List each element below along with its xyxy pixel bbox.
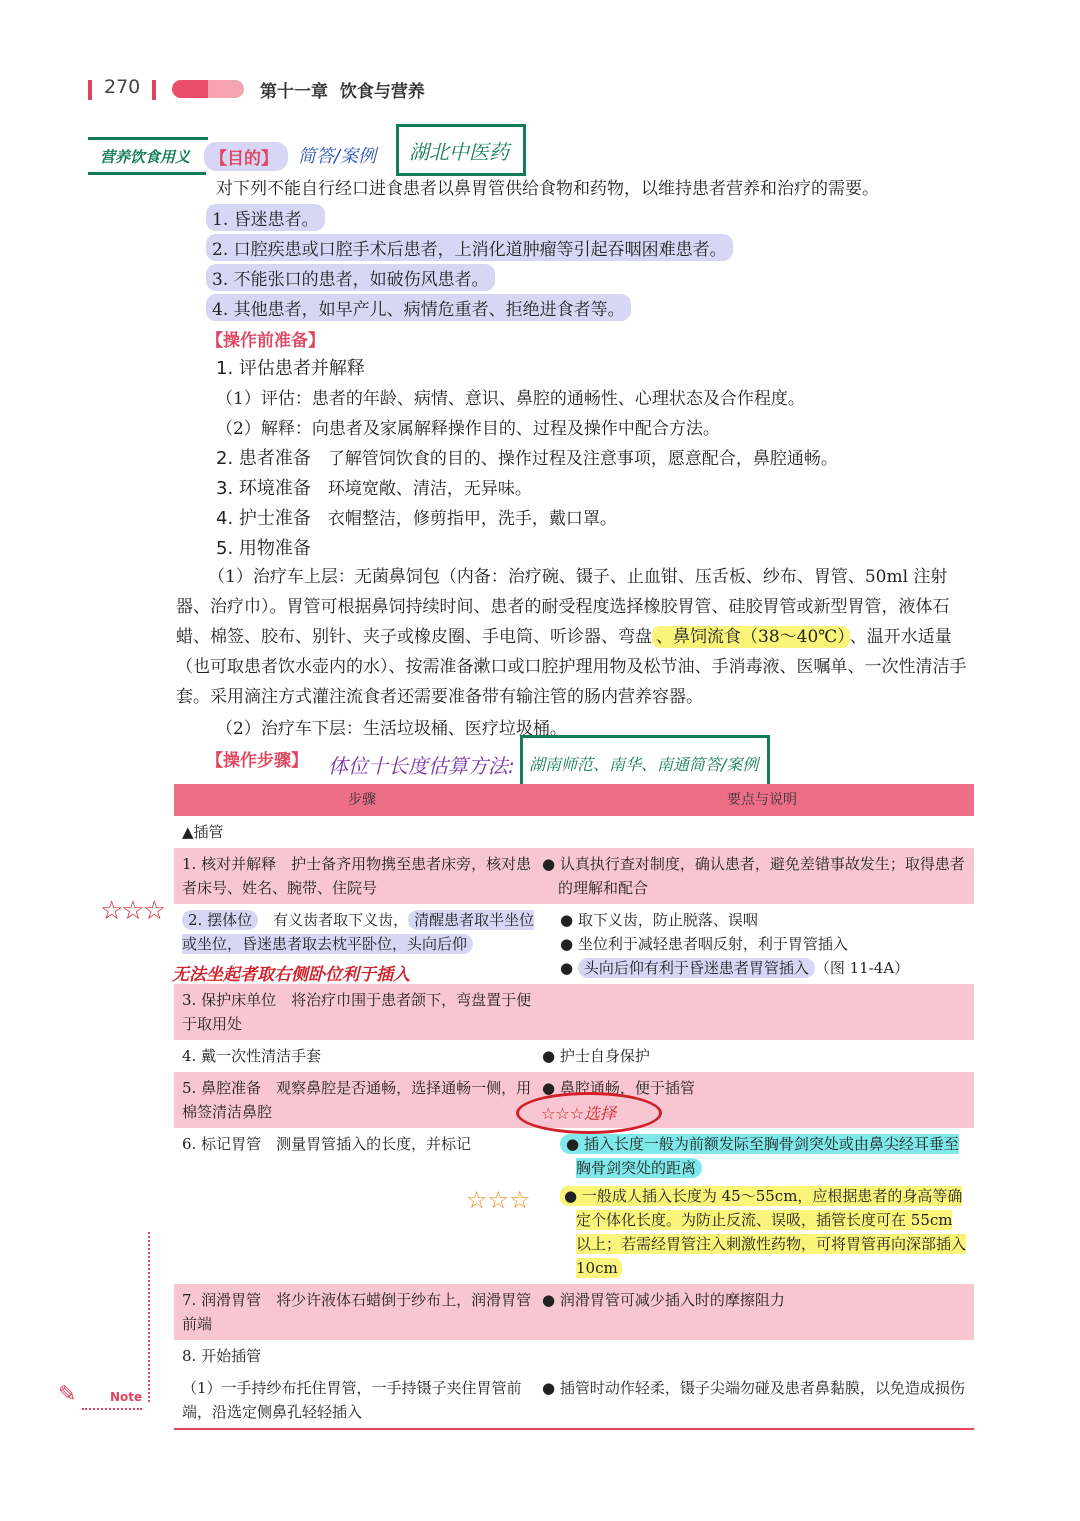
step-4: 4. 戴一次性清洁手套 [174, 1040, 550, 1072]
annotation-red-stars-left: ☆☆☆ [100, 896, 164, 926]
prep-s1-b: （2）解释：向患者及家属解释操作目的、过程及操作中配合方法。 [216, 419, 720, 439]
note-marker [58, 1384, 148, 1414]
highlight-nasal-feed: 、鼻饲流食（38～40℃） [652, 626, 850, 648]
prep-s5-title: 5. 用物准备 [216, 538, 311, 559]
prep-s1-title: 1. 评估患者并解释 [216, 358, 365, 379]
table-row [174, 1284, 974, 1340]
annotation-green-box-top: 湖北中医药 [396, 124, 526, 176]
steps-title: 【操作步骤】 [206, 751, 308, 771]
prep-s3 [216, 474, 532, 500]
table-row [174, 816, 974, 848]
annotation-green-box-steps: 湖南师范、南华、南通简答/案例 [520, 735, 770, 795]
step-1: 1. 核对并解释 护士备齐用物携至患者床旁，核对患者床号、姓名、腕带、住院号 [174, 848, 550, 904]
prep-s2 [216, 444, 838, 470]
purpose-item-2: 2. 口腔疾患或口腔手术后患者，上消化道肿瘤等引起吞咽困难患者。 [206, 234, 733, 261]
prep-s5-p1: （1）治疗车上层：无菌鼻饲包（内备：治疗碗、镊子、止血钳、压舌板、纱布、胃管、50ml 注射器、治疗巾）。胃管可根据鼻饲持续时间、患者的耐受程度选择橡胶胃管、硅胶胃管或新型胃管，液体石蜡、棉签、胶布、别针、夹子或橡皮圈、手电筒、听诊器、弯盘 、鼻饲流食（38～40℃） 、温开水适量（也可取患者饮水壶内的水）、按需准备漱口或口腔护理用物及松节油、手消毒液、医嘱单、一次性清洁手套。采用滴注方式灌注流食者还需要准备带有输注管的肠内营养容器。 [176, 567, 967, 707]
step-8-1-note: ● 插管时动作轻柔，镊子尖端勿碰及患者鼻黏膜，以免造成损伤 [550, 1372, 974, 1429]
step-3: 3. 保护床单位 将治疗巾围于患者颌下，弯盘置于便于取用处 [174, 984, 550, 1040]
prep-title: 【操作前准备】 [206, 331, 325, 351]
step-3-note [550, 984, 974, 1040]
table-row [174, 1372, 974, 1429]
prep-s4-title: 4. 护士准备 [216, 508, 311, 529]
header-decor-pill [172, 80, 244, 98]
prep-s5-p2: （2）治疗车下层：生活垃圾桶、医疗垃圾桶。 [216, 719, 567, 739]
step-8: 8. 开始插管 [174, 1340, 974, 1372]
purpose-item-3: 3. 不能张口的患者，如破伤风患者。 [206, 264, 495, 291]
table-header-notes: 要点与说明 [550, 784, 974, 816]
annotation-bar-left [88, 137, 208, 140]
purpose-title: 【目的】 [204, 142, 288, 171]
step-5-note: ● 鼻腔通畅，便于插管 [550, 1072, 974, 1128]
prep-s4-text: 衣帽整洁，修剪指甲，洗手，戴口罩。 [327, 509, 617, 529]
step-6: 6. 标记胃管 测量胃管插入的长度，并标记 [174, 1128, 550, 1284]
annotation-orange-stars: ☆☆☆ [466, 1186, 531, 1214]
prep-s2-text: 了解管饲饮食的目的、操作过程及注意事项，愿意配合，鼻腔通畅。 [327, 449, 838, 469]
purpose-item-4: 4. 其他患者，如早产儿、病情危重者、拒绝进食者等。 [206, 294, 631, 321]
step-7-note: ● 润滑胃管可减少插入时的摩擦阻力 [550, 1284, 974, 1340]
step-2: 2. 摆体位 有义齿者取下义齿， 清醒患者取半坐位或坐位，昏迷患者取去枕平卧位，头向后仰 [174, 904, 550, 984]
header-bar-right [152, 80, 156, 100]
table-header [174, 784, 974, 816]
table-header-step: 步骤 [174, 784, 550, 816]
table-row [174, 984, 974, 1040]
prep-s2-title: 2. 患者准备 [216, 448, 311, 469]
annotation-green-left: 营养饮食用义 [100, 148, 191, 166]
step-1-note: ● 认真执行查对制度，确认患者，避免差错事故发生；取得患者的理解和配合 [550, 848, 974, 904]
chapter-title: 第十一章 饮食与营养 [260, 82, 425, 102]
prep-s3-text: 环境宽敞、清洁，无异味。 [327, 479, 532, 499]
margin-dotted-line [148, 1232, 150, 1402]
note-underline [82, 1408, 142, 1410]
annotation-underline-left [88, 172, 206, 175]
step-6-notes: ● 插入长度一般为前额发际至胸骨剑突处或由鼻尖经耳垂至胸骨剑突处的距离 ● 一般成人插入长度为 45～55cm，应根据患者的身高等确定个体化长度。为防止反流、误吸，插管长度可在 55cm 以上；若需经胃管注入刺激性药物，可将胃管再向深部插入 10cm [550, 1128, 974, 1284]
annotation-purple-steps: 体位十长度估算方法: [328, 754, 515, 778]
step-2-notes: ● 取下义齿，防止脱落、误咽 ● 坐位利于减轻患者咽反射，利于胃管插入 ● 头向后仰有利于昏迷患者胃管插入 （图 11-4A） [550, 904, 974, 984]
annotation-red-circle: ☆☆☆选择 [516, 1092, 662, 1134]
page-header [88, 76, 988, 102]
prep-s3-title: 3. 环境准备 [216, 478, 311, 499]
prep-s1-a: （1）评估：患者的年龄、病情、意识、鼻腔的通畅性、心理状态及合作程度。 [216, 389, 805, 409]
table-row [174, 848, 974, 904]
step-7: 7. 润滑胃管 将少许液体石蜡倒于纱布上，润滑胃管前端 [174, 1284, 550, 1340]
header-bar-left [88, 80, 92, 100]
note-label: Note [110, 1390, 143, 1404]
purpose-intro: 对下列不能自行经口进食患者以鼻胃管供给食物和药物，以维持患者营养和治疗的需要。 [216, 179, 879, 199]
table-section-insert: ▲插管 [174, 816, 974, 848]
pencil-icon: ✎ [58, 1382, 77, 1407]
step-4-note: ● 护士自身保护 [550, 1040, 974, 1072]
table-row [174, 1128, 974, 1284]
table-row [174, 1040, 974, 1072]
step-8-1: （1）一手持纱布托住胃管，一手持镊子夹住胃管前端，沿选定侧鼻孔轻轻插入 [174, 1372, 550, 1429]
annotation-red-note-position: 无法坐起者取右侧卧位利于插入 [172, 965, 410, 985]
step-5: 5. 鼻腔准备 观察鼻腔是否通畅，选择通畅一侧，用棉签清洁鼻腔 [174, 1072, 550, 1128]
page-number: 270 [104, 76, 141, 98]
purpose-item-1: 1. 昏迷患者。 [206, 204, 325, 231]
prep-s4 [216, 504, 617, 530]
table-row [174, 1340, 974, 1372]
annotation-blue-after-purpose: 简答/案例 [298, 146, 377, 167]
